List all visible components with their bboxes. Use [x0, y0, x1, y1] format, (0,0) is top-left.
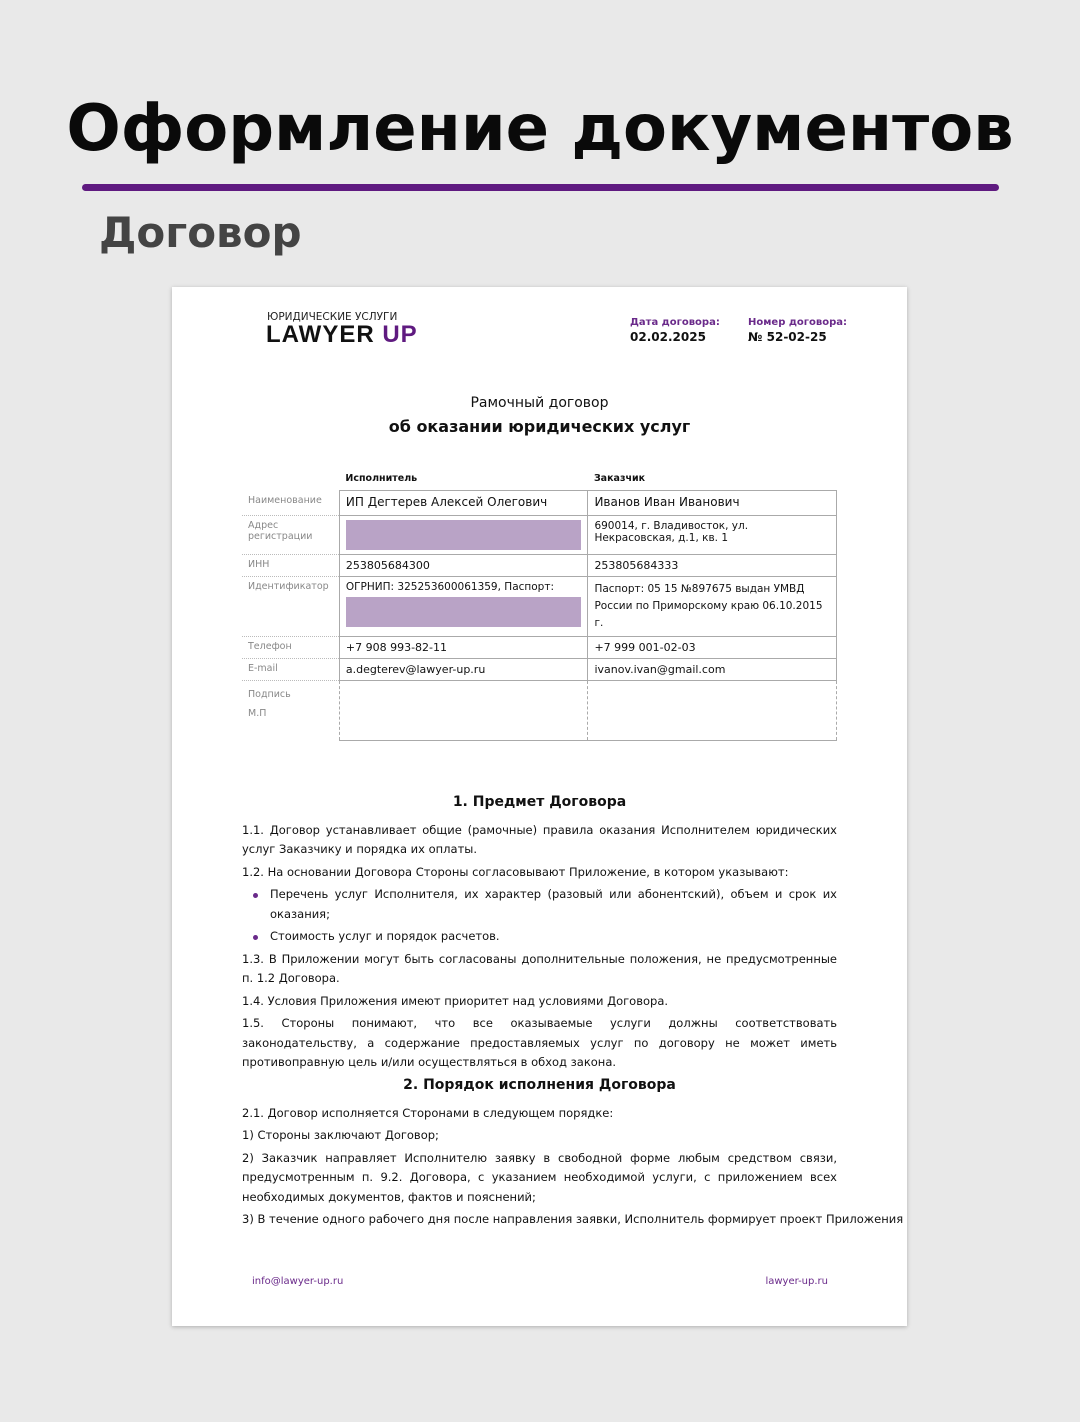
- cell: 253805684333: [588, 555, 837, 577]
- doc-title-2: об оказании юридических услуг: [388, 417, 691, 436]
- table-row: [242, 555, 837, 577]
- cell: 690014, г. Владивосток, ул. Некрасовская, д.1, кв. 1: [588, 516, 837, 555]
- paragraph: 1.3. В Приложении могут быть согласованы дополнительные положения, не предусмотренные п. 1.2 Договора.: [242, 951, 837, 985]
- logo-accent: UP: [382, 321, 418, 348]
- cell: 253805684300: [339, 555, 588, 577]
- section-1: [242, 793, 837, 1076]
- cell: +7 908 993-82-11: [339, 637, 588, 659]
- page-title: Оформление документов: [66, 92, 1014, 166]
- logo: [266, 321, 418, 349]
- cell: ivanov.ivan@gmail.com: [588, 659, 837, 681]
- cell: +7 999 001-02-03: [588, 637, 837, 659]
- parties-table: [242, 467, 837, 741]
- signature-cell: [339, 681, 588, 741]
- cell: ИП Дегтерев Алексей Олегович: [339, 491, 588, 516]
- paragraph: 1.1. Договор устанавливает общие (рамочные) правила оказания Исполнителем юридических услуг Заказчику и порядка их оплаты.: [242, 822, 837, 856]
- paragraph: 1.5. Стороны понимают, что все оказываемые услуги должны соответствовать законодательству, а содержание предоставляемых услуг по договору не может иметь противоправную цель и/или осуществляться в обход закона.: [242, 1016, 837, 1069]
- bullet-item: Перечень услуг Исполнителя, их характер (разовый или абонентский), объем и срок их оказания;: [270, 885, 837, 924]
- footer-site[interactable]: lawyer-up.ru: [765, 1276, 828, 1287]
- row-label: ИНН: [242, 555, 339, 577]
- cell: a.degterev@lawyer-up.ru: [339, 659, 588, 681]
- date-value: 02.02.2025: [630, 330, 706, 344]
- row-label: М.П: [248, 708, 267, 719]
- paragraph: 2.1. Договор исполняется Сторонами в следующем порядке:: [242, 1105, 614, 1120]
- table-row: [242, 659, 837, 681]
- table-row: [242, 577, 837, 637]
- title-divider: [82, 184, 999, 191]
- document-page: [172, 287, 907, 1326]
- date-label: Дата договора:: [630, 317, 720, 328]
- paragraph: 2) Заказчик направляет Исполнителю заявку в свободной форме любым средством связи, предусмотренным п. 9.2. Договора, с указанием необходимой услуги, с приложением всех необходимых документов, фактов и пояснений;: [242, 1150, 837, 1204]
- signature-cell: [588, 681, 837, 741]
- table-row: [242, 637, 837, 659]
- cell: Иванов Иван Иванович: [588, 491, 837, 516]
- row-label: Адрес регистрации: [242, 516, 339, 555]
- number-value: № 52-02-25: [748, 330, 827, 344]
- redacted-block: [346, 520, 582, 550]
- redacted-block: [346, 597, 582, 627]
- table-row: [242, 516, 837, 555]
- section-heading: 2. Порядок исполнения Договора: [403, 1077, 676, 1093]
- paragraph: 1) Стороны заключают Договор;: [242, 1128, 439, 1142]
- section-heading: 1. Предмет Договора: [452, 794, 627, 810]
- doc-title-1: Рамочный договор: [470, 395, 609, 411]
- table-row: [242, 491, 837, 516]
- row-label: Наименование: [242, 491, 339, 516]
- page-subtitle: Договор: [99, 208, 302, 257]
- table-row: [242, 681, 837, 741]
- paragraph: 1.2. На основании Договора Стороны согласовывают Приложение, в котором указывают:: [242, 864, 789, 879]
- col-executor: Исполнитель: [345, 473, 418, 484]
- row-label: Подпись: [248, 689, 291, 700]
- number-label: Номер договора:: [748, 317, 847, 328]
- cell: ОГРНИП: 325253600061359, Паспорт:: [345, 581, 555, 593]
- logo-tagline: ЮРИДИЧЕСКИЕ УСЛУГИ: [267, 311, 398, 323]
- bullet-item: Стоимость услуг и порядок расчетов.: [270, 927, 837, 947]
- row-label: E-mail: [242, 659, 339, 681]
- row-label: Телефон: [242, 637, 339, 659]
- paragraph: 1.4. Условия Приложения имеют приоритет над условиями Договора.: [242, 993, 669, 1008]
- footer-email[interactable]: info@lawyer-up.ru: [252, 1276, 344, 1287]
- section-2: [242, 1076, 904, 1233]
- logo-main: LAWYER: [266, 321, 375, 348]
- cell: Паспорт: 05 15 №897675 выдан УМВД России по Приморскому краю 06.10.2015 г.: [588, 577, 837, 637]
- col-customer: Заказчик: [593, 473, 646, 484]
- row-label: Идентификатор: [242, 577, 339, 637]
- paragraph: 3) В течение одного рабочего дня после направления заявки, Исполнитель формирует проект Приложения: [242, 1212, 904, 1226]
